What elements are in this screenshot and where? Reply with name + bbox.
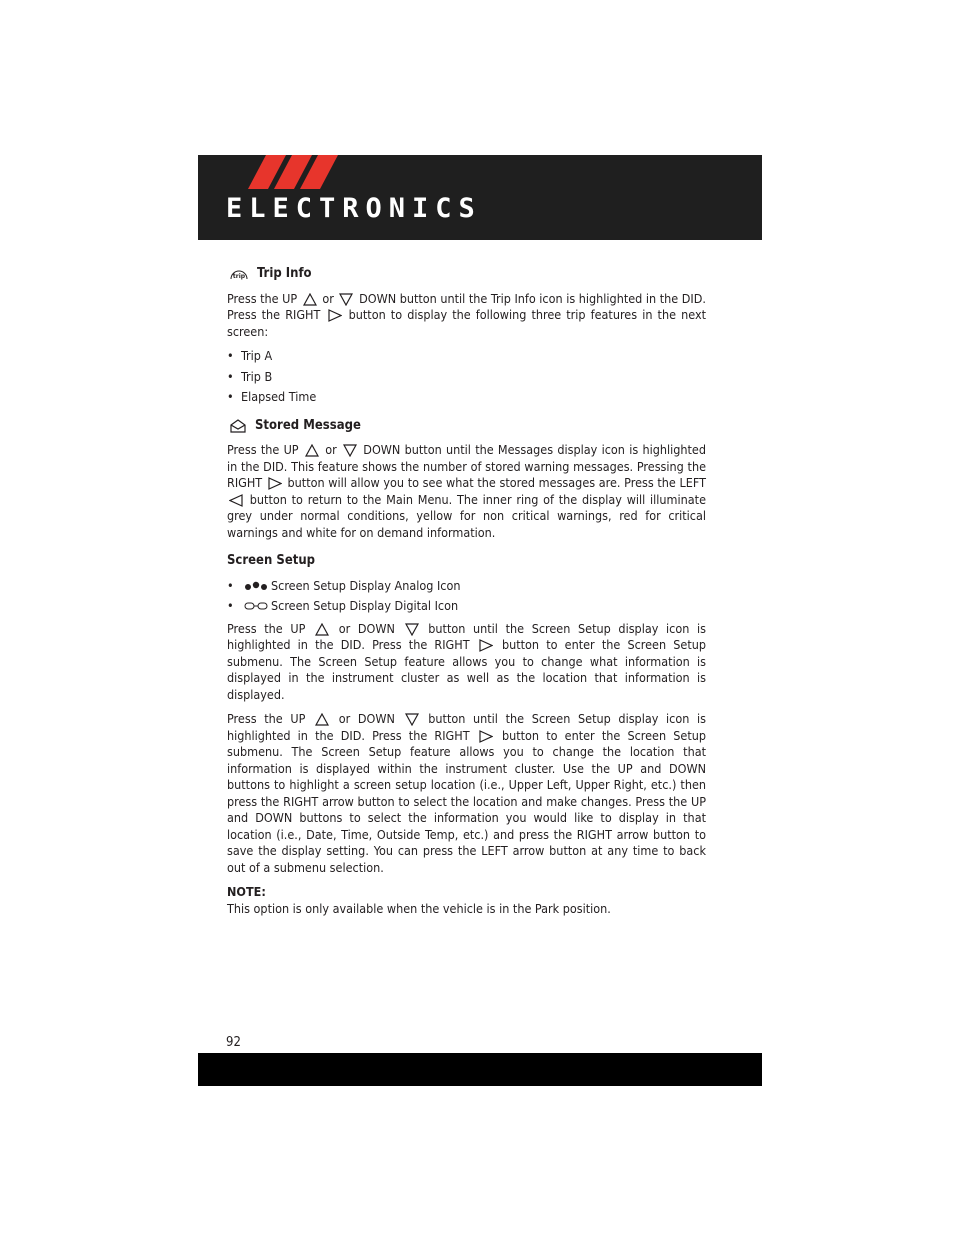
note-label: NOTE: bbox=[227, 884, 266, 899]
list-item: • Screen Setup Display Analog Icon bbox=[227, 577, 461, 593]
down-arrow-icon bbox=[339, 293, 353, 306]
right-arrow-icon bbox=[479, 639, 493, 652]
page-number: 92 bbox=[226, 1035, 241, 1050]
up-arrow-icon bbox=[305, 444, 319, 457]
list-item: • Trip A bbox=[227, 348, 273, 363]
page-footer-bar bbox=[198, 1053, 762, 1086]
page-header bbox=[198, 155, 762, 240]
screen-setup-paragraph-1: Press the UP or DOWN button until the Screen Setup display icon is highlighted in the DID. Press the RIGHT button to enter the Screen Setup submenu. The Screen Setup feature allows you to change what information is displayed in the instrument cluster as well as the location that information is displayed. bbox=[227, 620, 706, 702]
right-arrow-icon bbox=[479, 730, 493, 743]
list-item: • Trip B bbox=[227, 368, 273, 384]
list-item: • Elapsed Time bbox=[227, 389, 317, 404]
page-content bbox=[227, 262, 706, 925]
analog-display-icon bbox=[243, 580, 269, 592]
screen-setup-icons-list bbox=[227, 578, 706, 615]
trip-info-heading: trip Trip Info bbox=[227, 266, 706, 283]
right-arrow-icon bbox=[328, 309, 342, 322]
screen-setup-heading: Screen Setup bbox=[227, 553, 316, 568]
screen-setup-paragraph-2: Press the UP or DOWN button until the Screen Setup display icon is highlighted in the DID. Press the RIGHT button to enter the Screen Setup submenu. The Screen Setup feature allows you to change the location that information is displayed within the instrument cluster. Use the UP and DOWN buttons to highlight a screen setup location (i.e., Upper Left, Upper Right, etc.) then press the RIGHT arrow button to select the location and make changes. Press the UP and DOWN buttons to select the information you would like to display in that location (i.e., Date, Time, Outside Temp, etc.) and press the RIGHT arrow button to save the display setting. You can press the LEFT arrow button at any time to back out of a submenu selection. bbox=[227, 711, 706, 875]
envelope-icon bbox=[229, 419, 247, 433]
trip-info-paragraph: Press the UP or DOWN button until the Trip Info icon is highlighted in the DID. Press the RIGHT button to display the following three trip features in the next screen: bbox=[227, 290, 706, 339]
stored-message-heading: Stored Message bbox=[227, 418, 706, 435]
header-stripes-icon bbox=[248, 155, 348, 189]
down-arrow-icon bbox=[405, 713, 419, 726]
list-item: • Screen Setup Display Digital Icon bbox=[227, 598, 459, 613]
note-text: This option is only available when the vehicle is in the Park position. bbox=[227, 900, 611, 916]
up-arrow-icon bbox=[303, 293, 317, 306]
up-arrow-icon bbox=[315, 713, 329, 726]
svg-text:trip: trip bbox=[232, 273, 246, 281]
down-arrow-icon bbox=[405, 623, 419, 636]
left-arrow-icon bbox=[229, 494, 243, 507]
right-arrow-icon bbox=[268, 477, 282, 490]
section-title: ELECTRONICS bbox=[226, 193, 482, 224]
trip-features-list bbox=[227, 348, 706, 406]
digital-display-icon bbox=[243, 600, 269, 612]
trip-icon bbox=[229, 267, 249, 281]
stored-message-paragraph: Press the UP or DOWN button until the Messages display icon is highlighted in the DID. This feature shows the number of stored warning messages. Pressing the RIGHT button will allow you to see what the stored messages are. Press the LEFT button to return to the Main Menu. The inner ring of the display will illuminate grey under normal conditions, yellow for non critical warnings, red for critical warnings and white for on demand information. bbox=[227, 442, 706, 540]
up-arrow-icon bbox=[315, 623, 329, 636]
down-arrow-icon bbox=[343, 444, 357, 457]
